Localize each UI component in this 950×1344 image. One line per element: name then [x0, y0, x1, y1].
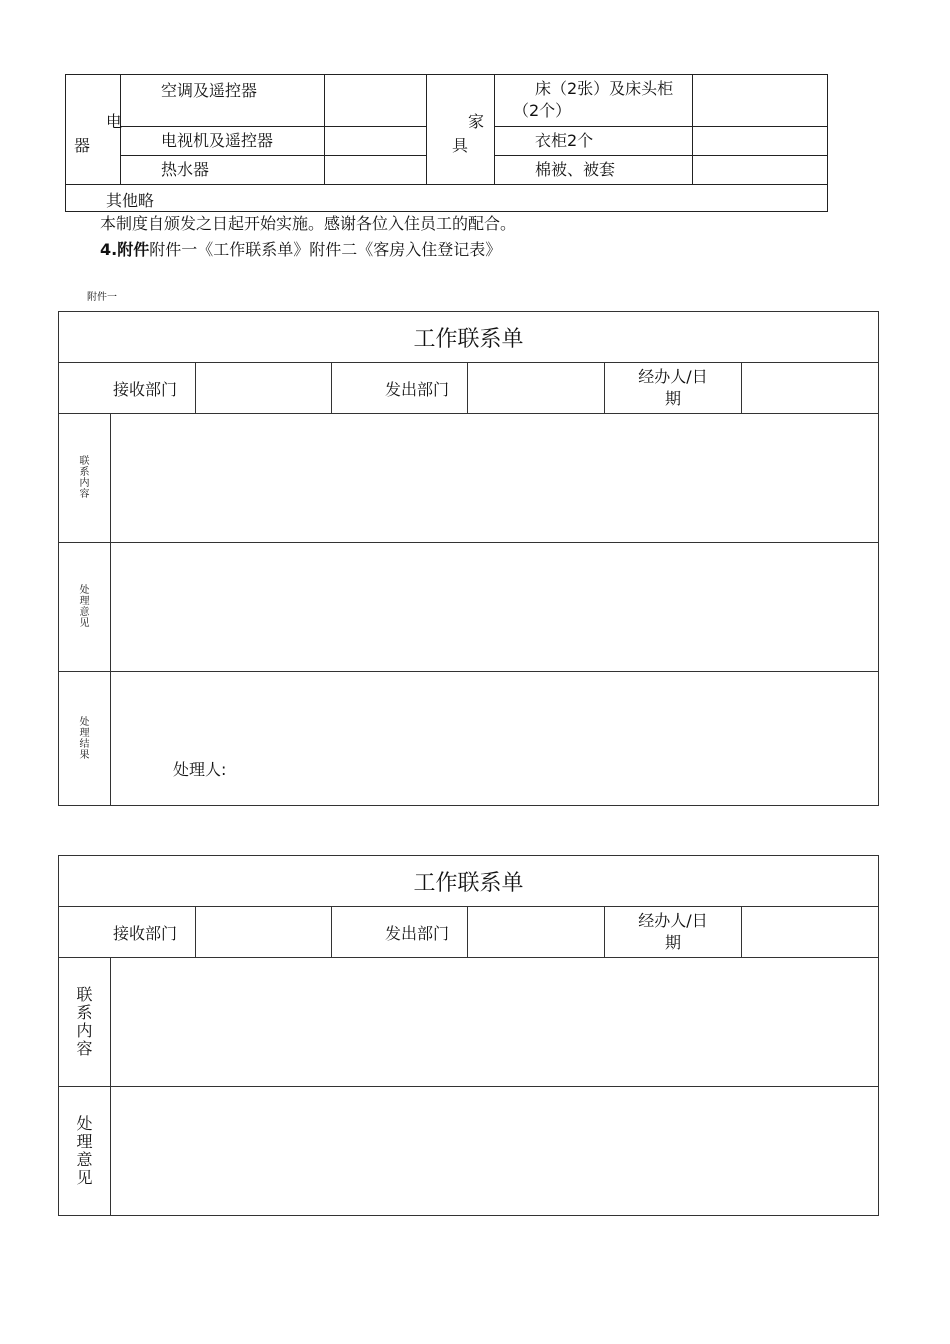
- inventory-table: [65, 74, 828, 212]
- furniture-item: 棉被、被套: [495, 156, 693, 185]
- furniture-item: 衣柜2个: [495, 127, 693, 156]
- furniture-char2: 具: [452, 136, 469, 155]
- receive-dept-label: 接收部门: [59, 363, 196, 414]
- electric-item: 热水器: [121, 156, 325, 185]
- send-dept-label: 发出部门: [332, 907, 468, 958]
- opinion-area[interactable]: [111, 543, 879, 672]
- attachments-heading: 4.附件: [100, 240, 150, 259]
- send-dept-value[interactable]: [468, 363, 605, 414]
- furniture-item-value: [693, 156, 828, 185]
- handler-date-value[interactable]: [742, 363, 879, 414]
- attachment-label: 附件一: [87, 292, 117, 303]
- receive-dept-label: 接收部门: [59, 907, 196, 958]
- electric-item-value: [325, 75, 427, 127]
- receive-dept-value[interactable]: [196, 907, 332, 958]
- send-dept-value[interactable]: [468, 907, 605, 958]
- handler-date-value[interactable]: [742, 907, 879, 958]
- form-title: 工作联系单: [59, 856, 879, 907]
- attachments-paragraph: [100, 240, 501, 260]
- furniture-item-value: [693, 127, 828, 156]
- handler-date-label: 经办人/日期: [605, 363, 742, 414]
- receive-dept-value[interactable]: [196, 363, 332, 414]
- contact-content-label: 联系内容: [59, 958, 111, 1087]
- electric-char1: 电: [106, 112, 123, 131]
- furniture-group-cell: [427, 75, 495, 185]
- contact-content-area[interactable]: [111, 958, 879, 1087]
- form-title: 工作联系单: [59, 312, 879, 363]
- result-area[interactable]: [111, 672, 879, 806]
- effective-paragraph: 本制度自颁发之日起开始实施。感谢各位入住员工的配合。: [100, 214, 517, 233]
- electric-item: 空调及遥控器: [121, 75, 325, 127]
- opinion-label: 处理意见: [59, 543, 111, 672]
- send-dept-label: 发出部门: [332, 363, 468, 414]
- handler-date-label: 经办人/日期: [605, 907, 742, 958]
- electric-group-cell: [66, 75, 121, 185]
- furniture-item-value: [693, 75, 828, 127]
- attachments-list: 附件一《工作联系单》附件二《客房入住登记表》: [149, 240, 502, 259]
- contact-content-area[interactable]: [111, 414, 879, 543]
- opinion-area[interactable]: [111, 1087, 879, 1216]
- electric-char2: 器: [74, 136, 91, 155]
- processor-label: 处理人:: [173, 760, 227, 779]
- opinion-label: 处理意见: [59, 1087, 111, 1216]
- work-contact-form-1: [58, 311, 879, 806]
- furniture-char1: 家: [468, 112, 485, 131]
- electric-item-value: [325, 156, 427, 185]
- work-contact-form-2: [58, 855, 879, 1216]
- electric-item: 电视机及遥控器: [121, 127, 325, 156]
- result-label: 处理结果: [59, 672, 111, 806]
- electric-item-value: [325, 127, 427, 156]
- furniture-item: 床（2张）及床头柜（2个）: [495, 75, 693, 127]
- contact-content-label: 联系内容: [59, 414, 111, 543]
- other-items-cell: 其他略: [66, 185, 828, 212]
